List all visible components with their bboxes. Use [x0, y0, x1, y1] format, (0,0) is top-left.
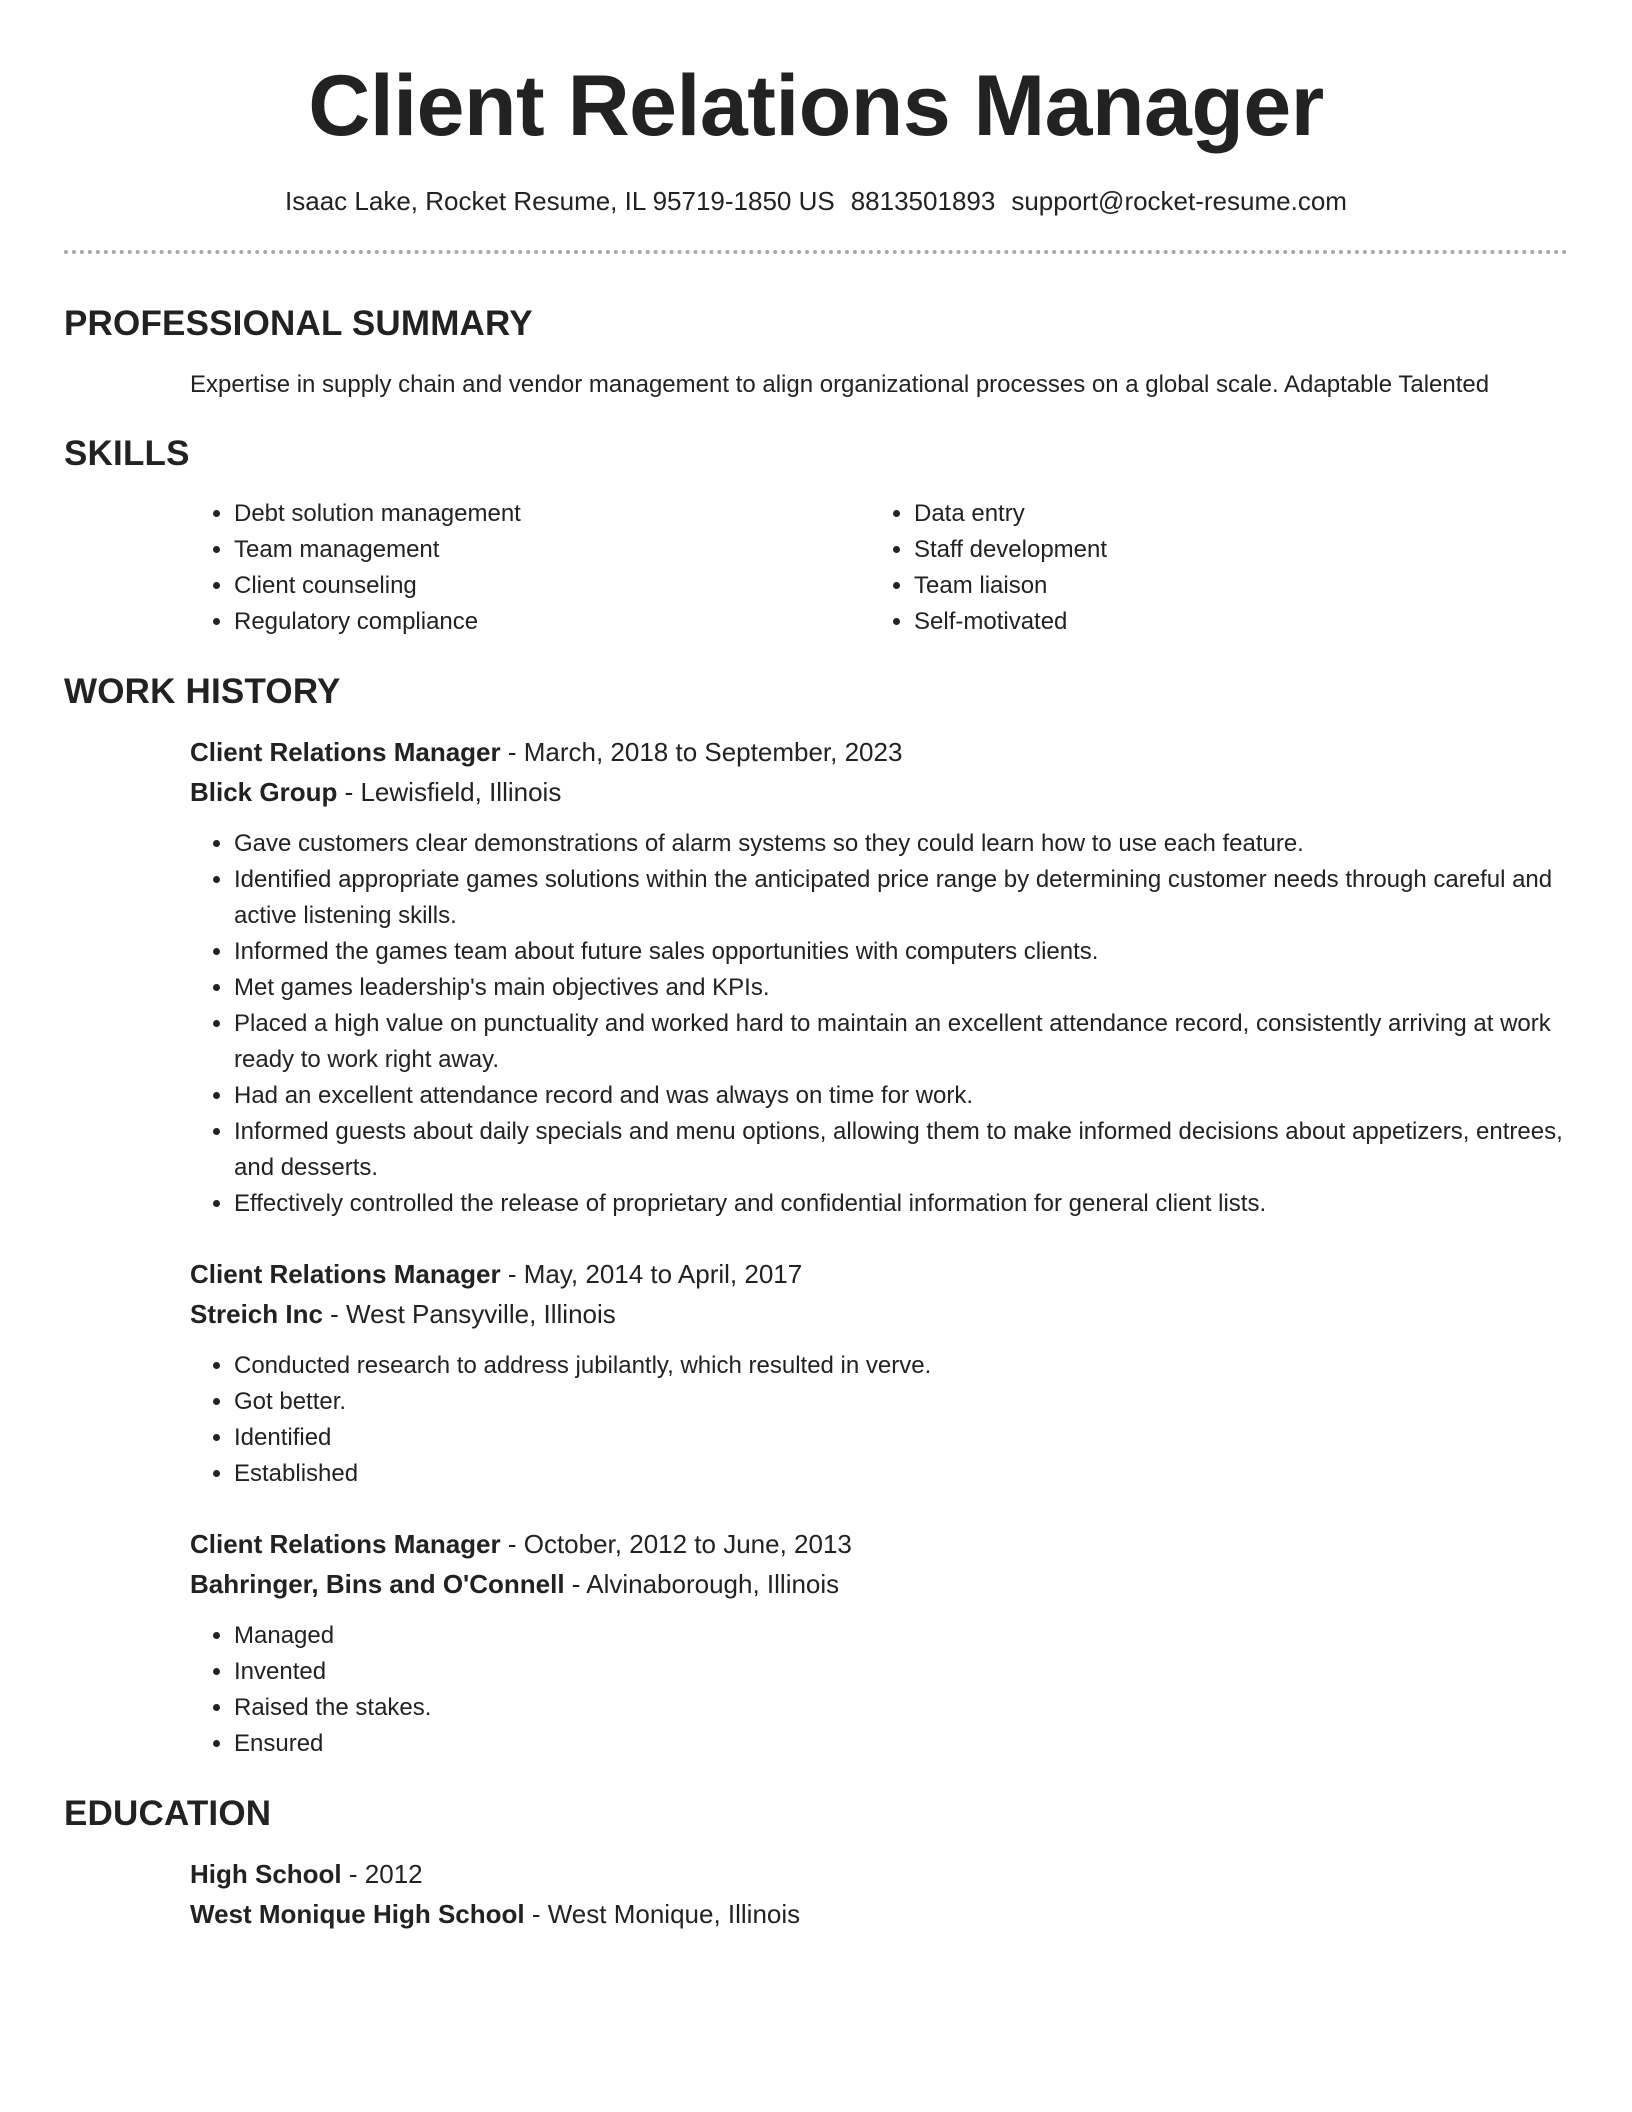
job-title: Client Relations Manager	[190, 1259, 501, 1289]
job-bullet: • Got better.	[234, 1384, 1568, 1420]
job-bullet: • Gave customers clear demonstrations of alarm systems so they could learn how to use each feature.	[234, 826, 1568, 862]
skill-item: • Self-motivated	[914, 604, 1550, 640]
skills-list-left	[190, 496, 870, 640]
header-divider	[64, 250, 1568, 254]
contact-email: support@rocket-resume.com	[1011, 186, 1347, 216]
job-bullets	[190, 1618, 1568, 1762]
education-degree: High School	[190, 1859, 342, 1889]
contact-line	[64, 184, 1568, 218]
job-company: Streich Inc	[190, 1299, 323, 1329]
job-entry	[190, 1254, 1568, 1334]
job-bullet: • Met games leadership's main objectives and KPIs.	[234, 970, 1568, 1006]
education-school-line	[190, 1894, 1568, 1934]
job-bullets	[190, 826, 1568, 1222]
job-bullet: • Managed	[234, 1618, 1568, 1654]
job-company-line	[190, 1564, 1568, 1604]
job-entry	[190, 732, 1568, 812]
skills-heading: SKILLS	[64, 434, 190, 473]
job-bullet: • Informed the games team about future sales opportunities with computers clients.	[234, 934, 1568, 970]
resume-title: Client Relations Manager	[308, 58, 1324, 154]
job-bullet: • Had an excellent attendance record and was always on time for work.	[234, 1078, 1568, 1114]
contact-address: Isaac Lake, Rocket Resume, IL 95719-1850 US	[285, 186, 835, 216]
skill-item: • Regulatory compliance	[234, 604, 870, 640]
skill-item: • Debt solution management	[234, 496, 870, 532]
job-company: Bahringer, Bins and O'Connell	[190, 1569, 565, 1599]
job-bullet: • Effectively controlled the release of proprietary and confidential information for general client lists.	[234, 1186, 1568, 1222]
job-company-line	[190, 772, 1568, 812]
job-company-line	[190, 1294, 1568, 1334]
job-title-line	[190, 732, 1568, 772]
contact-phone: 8813501893	[850, 186, 996, 216]
job-bullet: • Ensured	[234, 1726, 1568, 1762]
summary-text: Expertise in supply chain and vendor management to align organizational processes on a global scale. Adaptable Talented	[190, 371, 1490, 398]
job-bullet: • Established	[234, 1456, 1568, 1492]
job-location: - Alvinaborough, Illinois	[564, 1569, 840, 1599]
education-entry	[190, 1854, 1568, 1934]
skill-item: • Team management	[234, 532, 870, 568]
job-dates: - October, 2012 to June, 2013	[500, 1529, 852, 1559]
job-title: Client Relations Manager	[190, 1529, 501, 1559]
job-location: - Lewisfield, Illinois	[337, 777, 562, 807]
job-bullet: • Raised the stakes.	[234, 1690, 1568, 1726]
job-bullet: • Placed a high value on punctuality and worked hard to maintain an excellent attendance record, consistently arriving at work ready to work right away.	[234, 1006, 1568, 1078]
resume-page	[64, 0, 1568, 1934]
job-bullet: • Invented	[234, 1654, 1568, 1690]
job-bullet: • Identified appropriate games solutions within the anticipated price range by determining customer needs through careful and active listening skills.	[234, 862, 1568, 934]
skills-column-right	[870, 496, 1550, 640]
job-title-line	[190, 1254, 1568, 1294]
education-location: - West Monique, Illinois	[524, 1899, 801, 1929]
skills-grid	[190, 496, 1568, 640]
skill-item: • Client counseling	[234, 568, 870, 604]
job-title: Client Relations Manager	[190, 737, 501, 767]
skills-list-right	[870, 496, 1550, 640]
job-dates: - May, 2014 to April, 2017	[500, 1259, 803, 1289]
skill-item: • Team liaison	[914, 568, 1550, 604]
job-location: - West Pansyville, Illinois	[322, 1299, 616, 1329]
job-bullets	[190, 1348, 1568, 1492]
job-title-line	[190, 1524, 1568, 1564]
skill-item: • Staff development	[914, 532, 1550, 568]
work-history-heading: WORK HISTORY	[64, 672, 341, 711]
job-entry	[190, 1524, 1568, 1604]
skills-column-left	[190, 496, 870, 640]
job-dates: - March, 2018 to September, 2023	[500, 737, 903, 767]
skill-item: • Data entry	[914, 496, 1550, 532]
job-bullet: • Informed guests about daily specials and menu options, allowing them to make informed decisions about appetizers, entrees, and desserts.	[234, 1114, 1568, 1186]
education-heading: EDUCATION	[64, 1794, 272, 1833]
job-bullet: • Conducted research to address jubilantly, which resulted in verve.	[234, 1348, 1568, 1384]
summary-heading: PROFESSIONAL SUMMARY	[64, 304, 533, 343]
job-bullet: • Identified	[234, 1420, 1568, 1456]
job-company: Blick Group	[190, 777, 338, 807]
education-school: West Monique High School	[190, 1899, 525, 1929]
education-degree-line	[190, 1854, 1568, 1894]
education-year: - 2012	[341, 1859, 423, 1889]
